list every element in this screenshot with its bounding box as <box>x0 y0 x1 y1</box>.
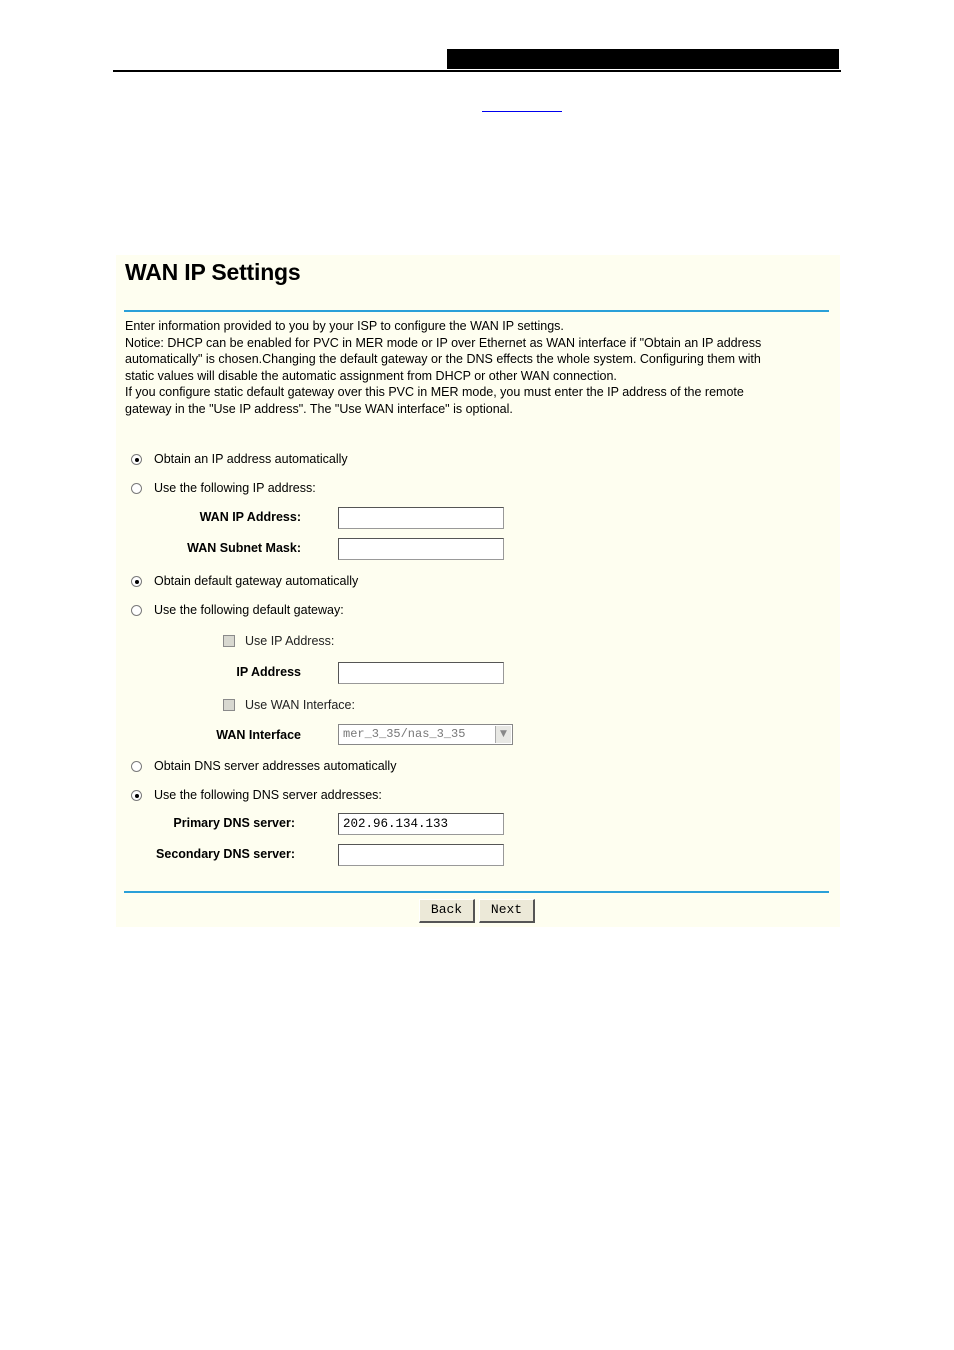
chevron-down-icon[interactable]: ▼ <box>495 726 511 743</box>
ip-auto-option[interactable] <box>131 452 348 466</box>
use-ip-address-checkbox[interactable] <box>223 635 235 647</box>
wan-ip-settings-panel <box>116 255 840 927</box>
gateway-ip-address-input[interactable] <box>338 662 504 684</box>
gateway-auto-label: Obtain default gateway automatically <box>154 574 359 588</box>
gateway-manual-label: Use the following default gateway: <box>154 603 344 617</box>
back-button[interactable]: Back <box>419 899 475 923</box>
description-line: gateway in the "Use IP address". The "Use WAN interface" is optional. <box>125 401 513 416</box>
ip-manual-radio[interactable] <box>131 483 142 494</box>
description-line: Enter information provided to you by your ISP to configure the WAN IP settings. <box>125 319 564 333</box>
primary-dns-label: Primary DNS server: <box>173 816 295 830</box>
dns-manual-option[interactable] <box>131 788 382 802</box>
footer-divider <box>124 891 829 893</box>
gateway-auto-radio[interactable] <box>131 576 142 587</box>
description-line: Notice: DHCP can be enabled for PVC in MER mode or IP over Ethernet as WAN interface if "Obtain an IP address <box>125 335 762 350</box>
primary-dns-input[interactable]: 202.96.134.133 <box>338 813 504 835</box>
wan-subnet-mask-label: WAN Subnet Mask: <box>187 541 301 555</box>
use-ip-address-option[interactable] <box>223 634 334 648</box>
header-rule <box>113 70 841 72</box>
header-bar <box>447 49 839 69</box>
description-line: static values will disable the automatic assignment from DHCP or other WAN connection. <box>125 368 617 383</box>
dns-manual-label: Use the following DNS server addresses: <box>154 788 382 802</box>
wan-interface-select[interactable] <box>338 724 513 745</box>
ip-auto-radio[interactable] <box>131 454 142 465</box>
next-button[interactable]: Next <box>479 899 535 923</box>
secondary-dns-label: Secondary DNS server: <box>156 847 295 861</box>
wan-interface-selected: mer_3_35/nas_3_35 <box>343 727 466 741</box>
gateway-manual-option[interactable] <box>131 603 344 617</box>
gateway-ip-address-label: IP Address <box>236 665 301 679</box>
gateway-manual-radio[interactable] <box>131 605 142 616</box>
use-wan-interface-label: Use WAN Interface: <box>245 698 355 712</box>
wan-subnet-mask-input[interactable] <box>338 538 504 560</box>
hyperlink[interactable] <box>482 111 562 112</box>
dns-auto-radio[interactable] <box>131 761 142 772</box>
use-wan-interface-option[interactable] <box>223 698 355 712</box>
title-divider <box>124 310 829 312</box>
description-line: If you configure static default gateway over this PVC in MER mode, you must enter the IP address of the remote <box>125 385 744 399</box>
secondary-dns-input[interactable] <box>338 844 504 866</box>
description <box>125 318 827 417</box>
dns-manual-radio[interactable] <box>131 790 142 801</box>
page-title: WAN IP Settings <box>125 259 301 285</box>
gateway-auto-option[interactable] <box>131 574 358 588</box>
use-wan-interface-checkbox[interactable] <box>223 699 235 711</box>
dns-auto-option[interactable] <box>131 759 396 773</box>
wan-interface-label: WAN Interface <box>216 728 301 742</box>
ip-auto-label: Obtain an IP address automatically <box>154 452 348 466</box>
use-ip-address-label: Use IP Address: <box>245 634 335 648</box>
description-line: automatically" is chosen.Changing the default gateway or the DNS effects the whole system. Configuring them with <box>125 352 761 366</box>
ip-manual-option[interactable] <box>131 481 316 495</box>
dns-auto-label: Obtain DNS server addresses automatically <box>154 759 397 773</box>
wan-ip-address-input[interactable] <box>338 507 504 529</box>
wan-ip-address-label: WAN IP Address: <box>199 510 301 524</box>
ip-manual-label: Use the following IP address: <box>154 481 316 495</box>
